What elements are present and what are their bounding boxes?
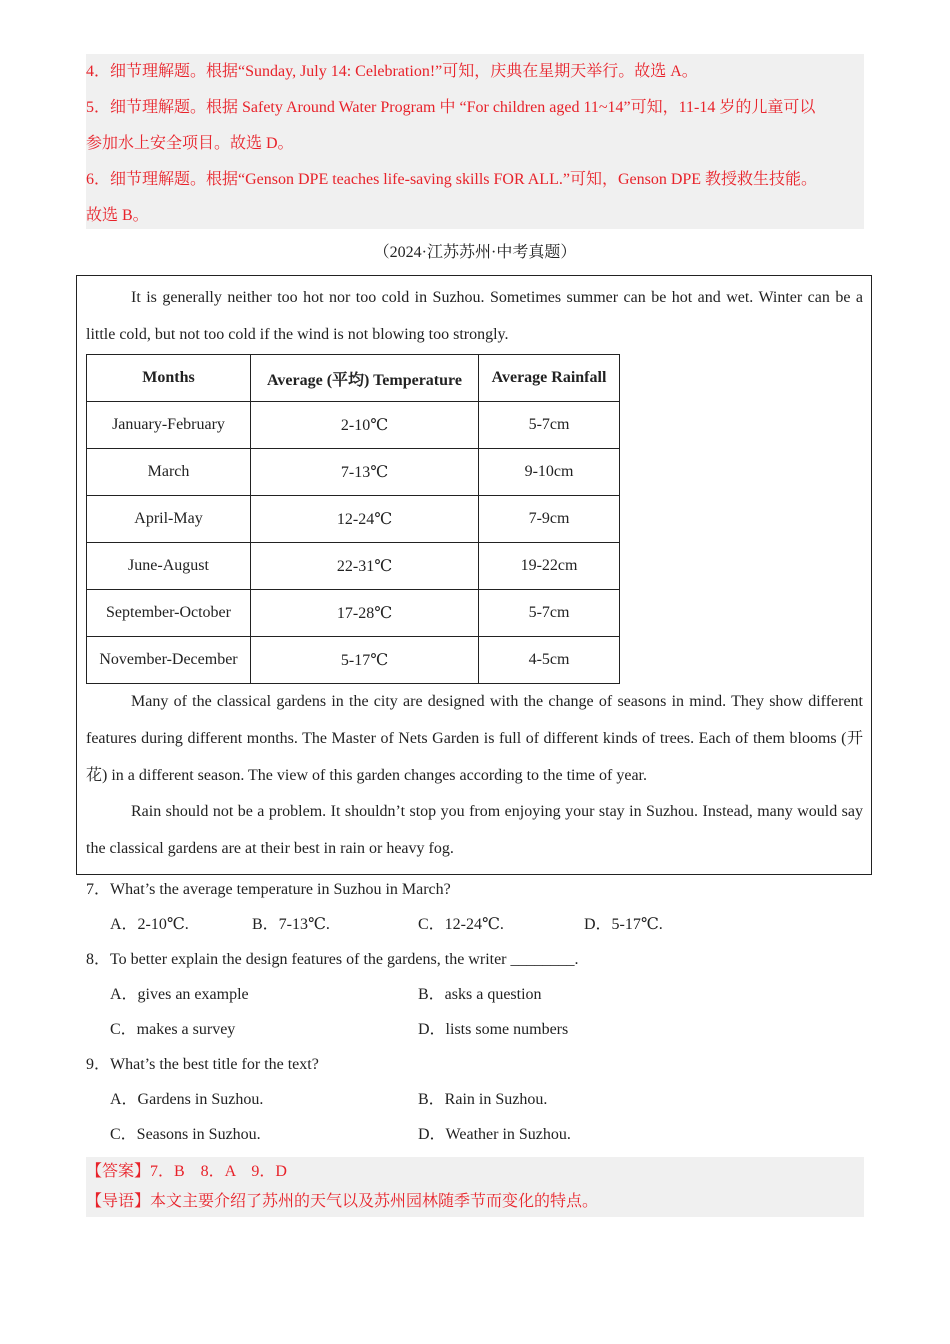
previous-analysis (86, 54, 864, 229)
cell-temperature: 2-10℃ (251, 402, 479, 449)
table-row (87, 402, 620, 449)
cell-month: April-May (87, 496, 251, 543)
cell-rainfall: 9-10cm (479, 449, 620, 496)
cell-rainfall: 7-9cm (479, 496, 620, 543)
question-7: 7．What’s the average temperature in Suzhou in March? (86, 881, 451, 898)
cell-temperature: 12-24℃ (251, 496, 479, 543)
weather-table (86, 354, 620, 684)
passage-paragraph-3: Rain should not be a problem. It shouldn’t stop you from enjoying your stay in Suzhou. Instead, many would say the classical gardens are at their best in rain or heavy fog. (86, 803, 863, 857)
q7-option-b: B．7-13℃. (252, 916, 330, 933)
cell-month: January-February (87, 402, 251, 449)
cell-rainfall: 5-7cm (479, 402, 620, 449)
table-row (87, 590, 620, 637)
cell-month: November-December (87, 637, 251, 684)
table-row (87, 543, 620, 590)
cell-rainfall: 19-22cm (479, 543, 620, 590)
q8-option-b: B．asks a question (418, 986, 542, 1003)
q7-option-c: C．12-24℃. (418, 916, 504, 933)
q8-option-a: A．gives an example (110, 986, 249, 1003)
question-8: 8．To better explain the design features of the gardens, the writer ________. (86, 951, 579, 968)
cell-month: September-October (87, 590, 251, 637)
q8-option-c: C．makes a survey (110, 1021, 236, 1038)
cell-month: June-August (87, 543, 251, 590)
analysis-line-6: 6．细节理解题。根据“Genson DPE teaches life-saving skills FOR ALL.”可知，Genson DPE 教授救生技能。 (86, 171, 818, 188)
answer-line: 【答案】7．B 8．A 9．D (86, 1163, 287, 1180)
table-row (87, 637, 620, 684)
table-row (87, 449, 620, 496)
passage-paragraph-1: It is generally neither too hot nor too cold in Suzhou. Sometimes summer can be hot and wet. Winter can be a little cold, but not too cold if the wind is not blowing too strongly. (86, 289, 863, 343)
cell-temperature: 7-13℃ (251, 449, 479, 496)
header-months: Months (87, 355, 251, 402)
cell-temperature: 5-17℃ (251, 637, 479, 684)
analysis-line-6-cont: 故选 B。 (86, 207, 149, 224)
q9-option-c: C．Seasons in Suzhou. (110, 1126, 261, 1143)
q9-option-a: A．Gardens in Suzhou. (110, 1091, 264, 1108)
q9-option-d: D．Weather in Suzhou. (418, 1126, 571, 1143)
answer-block (86, 1157, 864, 1217)
cell-temperature: 22-31℃ (251, 543, 479, 590)
source-label: （2024·江苏苏州·中考真题） (373, 244, 577, 261)
cell-month: March (87, 449, 251, 496)
q7-option-a: A．2-10℃. (110, 916, 189, 933)
table-row (87, 496, 620, 543)
analysis-line-4: 4．细节理解题。根据“Sunday, July 14: Celebration!”可知，庆典在星期天举行。故选 A。 (86, 63, 698, 80)
cell-temperature: 17-28℃ (251, 590, 479, 637)
guide-line: 【导语】本文主要介绍了苏州的天气以及苏州园林随季节而变化的特点。 (86, 1193, 599, 1210)
q9-option-b: B．Rain in Suzhou. (418, 1091, 548, 1108)
passage-paragraph-2: Many of the classical gardens in the city are designed with the change of seasons in mind. They show different features during different months. The Master of Nets Garden is full of different kinds of trees. Each of them blooms (开花) in a different season. The view of this garden changes according to the time of year. (86, 693, 863, 784)
cell-rainfall: 4-5cm (479, 637, 620, 684)
header-rainfall: Average Rainfall (479, 355, 620, 402)
question-9: 9．What’s the best title for the text? (86, 1056, 319, 1073)
analysis-line-5: 5．细节理解题。根据 Safety Around Water Program 中 “For children aged 11~14”可知，11-14 岁的儿童可以 (86, 99, 816, 116)
analysis-line-5-cont: 参加水上安全项目。故选 D。 (86, 135, 294, 152)
reading-passage (76, 275, 872, 875)
header-temperature: Average (平均) Temperature (251, 355, 479, 402)
q7-option-d: D．5-17℃. (584, 916, 663, 933)
cell-rainfall: 5-7cm (479, 590, 620, 637)
q8-option-d: D．lists some numbers (418, 1021, 569, 1038)
table-header-row (87, 355, 620, 402)
